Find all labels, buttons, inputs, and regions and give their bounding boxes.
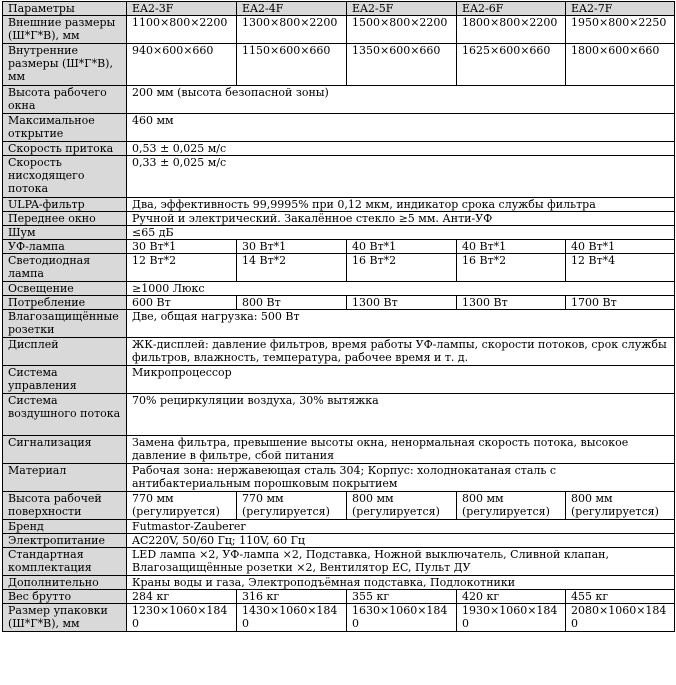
table-row (3, 142, 675, 156)
value-cell: 800 мм (регулируется) (457, 492, 566, 520)
table-row (3, 156, 675, 198)
value-cell: 1930×1060×1840 (457, 604, 566, 632)
value-cell-merged: Рабочая зона: нержавеющая сталь 304; Корпус: холоднокатаная сталь с антибактериальным порошковым покрытием (127, 464, 675, 492)
value-cell: 1500×800×2200 (347, 16, 457, 44)
spec-table-body (3, 16, 675, 632)
value-cell: 420 кг (457, 590, 566, 604)
value-cell-merged: ≤65 дБ (127, 226, 675, 240)
row-label: Шум (3, 226, 127, 240)
value-cell-merged: ЖК-дисплей: давление фильтров, время работы УФ-лампы, скорости потоков, срок службы фильтров, влажность, температура, рабочее время и т. д. (127, 338, 675, 366)
value-cell: 455 кг (566, 590, 675, 604)
row-label: Скорость нисходящего потока (3, 156, 127, 198)
value-cell: 30 Вт*1 (127, 240, 237, 254)
value-cell-merged: Две, общая нагрузка: 500 Вт (127, 310, 675, 338)
value-cell-merged: AC220V, 50/60 Гц; 110V, 60 Гц (127, 534, 675, 548)
value-cell: 16 Вт*2 (457, 254, 566, 282)
value-cell: 1300×800×2200 (237, 16, 347, 44)
value-cell-merged: Микропроцессор (127, 366, 675, 394)
row-label: Электропитание (3, 534, 127, 548)
value-cell: 1430×1060×1840 (237, 604, 347, 632)
table-row (3, 114, 675, 142)
value-cell: 284 кг (127, 590, 237, 604)
value-cell: 800 мм (регулируется) (566, 492, 675, 520)
row-label: Система управления (3, 366, 127, 394)
table-row (3, 548, 675, 576)
value-cell: 12 Вт*4 (566, 254, 675, 282)
spec-table (2, 1, 675, 632)
row-label: Система воздушного потока (3, 394, 127, 436)
value-cell: 800 Вт (237, 296, 347, 310)
value-cell-merged: 70% рециркуляции воздуха, 30% вытяжка (127, 394, 675, 436)
value-cell: 1630×1060×1840 (347, 604, 457, 632)
value-cell: 1800×800×2200 (457, 16, 566, 44)
row-label: Размер упаковки (Ш*Г*В), мм (3, 604, 127, 632)
table-row (3, 198, 675, 212)
table-row (3, 590, 675, 604)
row-label: УФ-лампа (3, 240, 127, 254)
row-label: Высота рабочей поверхности (3, 492, 127, 520)
value-cell: 40 Вт*1 (347, 240, 457, 254)
header-cell: EA2-6F (457, 2, 566, 16)
value-cell: 2080×1060×1840 (566, 604, 675, 632)
value-cell: 16 Вт*2 (347, 254, 457, 282)
row-label: Внешние размеры (Ш*Г*В), мм (3, 16, 127, 44)
table-row (3, 282, 675, 296)
value-cell: 1150×600×660 (237, 44, 347, 86)
table-row (3, 366, 675, 394)
value-cell-merged: 200 мм (высота безопасной зоны) (127, 86, 675, 114)
value-cell: 800 мм (регулируется) (347, 492, 457, 520)
row-label: Освещение (3, 282, 127, 296)
value-cell: 1700 Вт (566, 296, 675, 310)
table-row (3, 520, 675, 534)
value-cell: 1300 Вт (347, 296, 457, 310)
table-row (3, 436, 675, 464)
value-cell-merged: 460 мм (127, 114, 675, 142)
table-row (3, 86, 675, 114)
row-label: Влагозащищённые розетки (3, 310, 127, 338)
value-cell: 770 мм (регулируется) (237, 492, 347, 520)
table-row (3, 576, 675, 590)
value-cell: 1230×1060×1840 (127, 604, 237, 632)
row-label: Стандартная комплектация (3, 548, 127, 576)
value-cell: 1300 Вт (457, 296, 566, 310)
header-cell: EA2-5F (347, 2, 457, 16)
value-cell-merged: ≥1000 Люкс (127, 282, 675, 296)
table-row (3, 44, 675, 86)
table-row (3, 338, 675, 366)
header-cell: EA2-4F (237, 2, 347, 16)
row-label: Максимальное открытие (3, 114, 127, 142)
table-row (3, 16, 675, 44)
table-row (3, 254, 675, 282)
row-label: Высота рабочего окна (3, 86, 127, 114)
row-label: Внутренние размеры (Ш*Г*В), мм (3, 44, 127, 86)
header-row (3, 2, 675, 16)
table-row (3, 296, 675, 310)
table-row (3, 226, 675, 240)
value-cell: 1100×800×2200 (127, 16, 237, 44)
row-label: Сигнализация (3, 436, 127, 464)
row-label: Скорость притока (3, 142, 127, 156)
table-row (3, 534, 675, 548)
value-cell: 355 кг (347, 590, 457, 604)
row-label: Вес брутто (3, 590, 127, 604)
value-cell-merged: Два, эффективность 99,9995% при 0,12 мкм, индикатор срока службы фильтра (127, 198, 675, 212)
value-cell: 14 Вт*2 (237, 254, 347, 282)
table-row (3, 492, 675, 520)
table-row (3, 310, 675, 338)
table-row (3, 464, 675, 492)
row-label: Дисплей (3, 338, 127, 366)
table-row (3, 604, 675, 632)
value-cell: 770 мм (регулируется) (127, 492, 237, 520)
value-cell-merged: Ручной и электрический. Закалённое стекло ≥5 мм. Анти-УФ (127, 212, 675, 226)
table-row (3, 394, 675, 436)
row-label: Потребление (3, 296, 127, 310)
row-label: Светодиодная лампа (3, 254, 127, 282)
row-label: Переднее окно (3, 212, 127, 226)
value-cell: 316 кг (237, 590, 347, 604)
value-cell-merged: 0,53 ± 0,025 м/с (127, 142, 675, 156)
value-cell: 30 Вт*1 (237, 240, 347, 254)
header-cell: EA2-7F (566, 2, 675, 16)
value-cell: 1350×600×660 (347, 44, 457, 86)
value-cell-merged: 0,33 ± 0,025 м/с (127, 156, 675, 198)
row-label: Дополнительно (3, 576, 127, 590)
value-cell: 40 Вт*1 (457, 240, 566, 254)
row-label: Материал (3, 464, 127, 492)
value-cell: 600 Вт (127, 296, 237, 310)
value-cell: 12 Вт*2 (127, 254, 237, 282)
row-label: Бренд (3, 520, 127, 534)
value-cell-merged: Краны воды и газа, Электроподъёмная подставка, Подлокотники (127, 576, 675, 590)
header-cell: EA2-3F (127, 2, 237, 16)
value-cell-merged: LED лампа ×2, УФ-лампа ×2, Подставка, Ножной выключатель, Сливной клапан, Влагозащищённые розетки ×2, Вентилятор EC, Пульт ДУ (127, 548, 675, 576)
value-cell: 1800×600×660 (566, 44, 675, 86)
row-label: ULPA-фильтр (3, 198, 127, 212)
value-cell: 1625×600×660 (457, 44, 566, 86)
value-cell: 940×600×660 (127, 44, 237, 86)
value-cell: 40 Вт*1 (566, 240, 675, 254)
header-cell: Параметры (3, 2, 127, 16)
value-cell: 1950×800×2250 (566, 16, 675, 44)
value-cell-merged: Замена фильтра, превышение высоты окна, ненормальная скорость потока, высокое давление в фильтре, сбой питания (127, 436, 675, 464)
table-row (3, 240, 675, 254)
table-row (3, 212, 675, 226)
value-cell-merged: Futmastor-Zauberer (127, 520, 675, 534)
